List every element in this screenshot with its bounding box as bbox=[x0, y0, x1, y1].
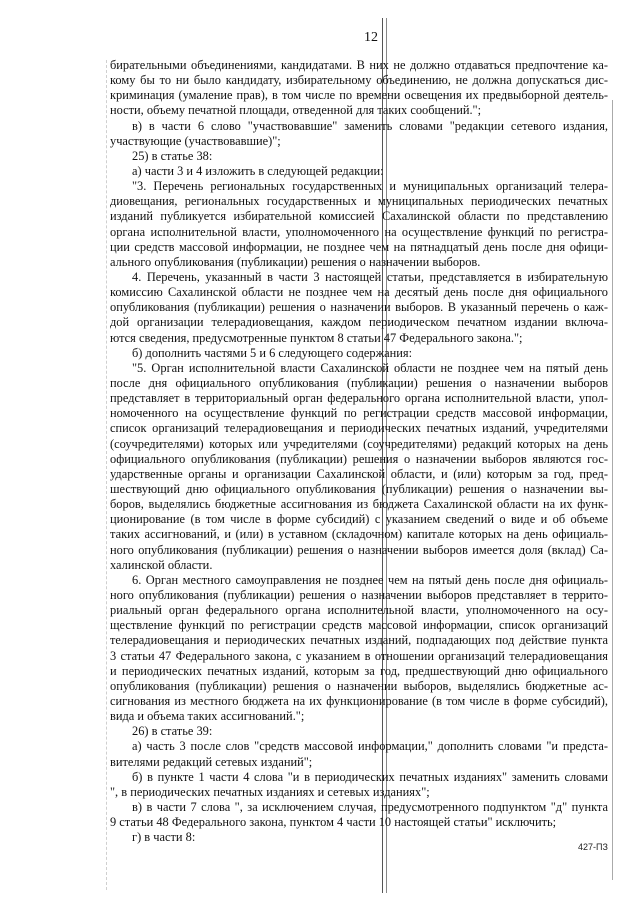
text-line: халинской области. bbox=[110, 557, 213, 572]
text-line: бирательными объединениями, кандидатами. В них не должно отдаваться предпочтение ка- bbox=[110, 58, 608, 72]
text-line: а) часть 3 после слов "средств массовой информации," дополнить словами "и предста- bbox=[132, 739, 608, 754]
text-line: ного опубликования (публикации) решения о назначении выборов имеется доля (вклад) Са- bbox=[110, 542, 608, 557]
document-body bbox=[110, 58, 608, 846]
text-line: ударственные органы и организации Сахалинской области, и (или) которым за год, пред- bbox=[110, 466, 608, 481]
text-line: боров, выделялись бюджетные ассигнования из бюджета Сахалинской области на их функ- bbox=[110, 497, 608, 512]
text-line: ции средств массовой информации, не позднее чем на пятнадцатый день после дня офици- bbox=[110, 239, 608, 254]
text-line: ществление функций по регистрации средств массовой информации, список организаций bbox=[110, 618, 608, 633]
text-line: 9 статьи 48 Федерального закона, пунктом 4 части 10 настоящей статьи" исключить; bbox=[110, 815, 557, 830]
text-line: 25) в статье 38: bbox=[132, 148, 213, 163]
text-line: шествующий дню официального опубликования (публикации) решения о назначении вы- bbox=[110, 482, 608, 497]
text-line: 26) в статье 39: bbox=[132, 724, 213, 739]
text-line: таких ассигнований, и (или) в уставном (складочном) капитале которых на день официаль- bbox=[110, 527, 608, 542]
text-line: ются сведения, предусмотренные пунктом 8 статьи 47 Федерального закона."; bbox=[110, 330, 523, 345]
text-line: вида и объема таких ассигнований."; bbox=[110, 709, 305, 724]
text-line: в) в части 7 слова ", за исключением случая, предусмотренного подпунктом "д" пункта bbox=[132, 800, 608, 815]
text-line: опубликования (публикации) решения о назначении выборов. В указанный перечень о каж- bbox=[110, 300, 608, 315]
text-line: (соучредителями) которых или учредителями (соучредителями) редакций которых на день bbox=[110, 436, 608, 451]
text-line: в) в части 6 слово "участвовавшие" заменить словами "редакции сетевого издания, bbox=[132, 118, 608, 133]
document-code: 427-ПЗ bbox=[578, 842, 608, 852]
text-line: кому бы то ни было кандидату, избирательному объединению, не должна допускаться дис- bbox=[110, 73, 608, 88]
text-line: официального опубликования (публикации) решения о назначении выборов являются гос- bbox=[110, 451, 608, 466]
text-line: сигнования из местного бюджета на их функционирование (в том числе в форме субсидий), bbox=[110, 694, 608, 709]
text-line: дой организации телерадиовещания, каждом периодическом печатном издании включа- bbox=[110, 315, 608, 330]
text-line: б) дополнить частями 5 и 6 следующего содержания: bbox=[132, 345, 413, 360]
text-line: и периодических печатных изданий, которым за год, предшествующий дню официального bbox=[110, 663, 608, 678]
text-line: комиссию Сахалинской области не позднее чем на десятый день после дня официального bbox=[110, 285, 608, 300]
text-line: номоченного на осуществление функций по регистрации средств массовой информации, bbox=[110, 406, 608, 421]
text-line: вителями редакций сетевых изданий"; bbox=[110, 754, 313, 769]
text-line: ного опубликования (публикации) решения о назначении выборов представляет в террито- bbox=[110, 588, 608, 603]
text-line: 4. Перечень, указанный в части 3 настоящей статьи, представляется в избирательную bbox=[132, 270, 608, 285]
scan-artifact-line bbox=[612, 100, 613, 880]
text-line: ", в периодических печатных изданиях и сетевых изданиях"; bbox=[110, 784, 430, 799]
scan-artifact-line bbox=[106, 60, 108, 890]
text-line: после дня официального опубликования (публикации) решения о назначении выборов bbox=[110, 376, 608, 391]
text-line: ционирование (в том числе в форме субсидий) с указанием сведений о виде и об объеме bbox=[110, 512, 608, 527]
text-line: опубликования (публикации) решения о назначении выборов, выделялись бюджетные ас- bbox=[110, 678, 608, 693]
text-line: 3 статьи 47 Федерального закона, с указанием в отношении организаций телерадиовещания bbox=[110, 648, 608, 663]
text-line: "5. Орган исполнительной власти Сахалинской области не позднее чем на пятый день bbox=[132, 360, 608, 375]
text-line: б) в пункте 1 части 4 слова "и в периодических печатных изданиях" заменить словами bbox=[132, 769, 608, 784]
text-line: "3. Перечень региональных государственных и муниципальных организаций телера- bbox=[132, 179, 608, 194]
text-line: риальный орган федерального органа исполнительной власти, уполномоченного на осу- bbox=[110, 603, 608, 618]
text-line: а) части 3 и 4 изложить в следующей редакции: bbox=[132, 164, 384, 179]
text-line: телерадиовещания и периодических печатных изданий, подпадающих под действие пункта bbox=[110, 633, 608, 648]
text-line: представляет в территориальный орган федерального органа исполнительной власти, упол- bbox=[110, 391, 608, 406]
text-line: криминация (умаление прав), в том числе по времени освещения их предвыборной деятель- bbox=[110, 88, 608, 103]
text-line: органа исполнительной власти, уполномоченного на осуществление функций по регистра- bbox=[110, 224, 608, 239]
text-line: список организаций телерадиовещания и периодических печатных изданий, учредителями bbox=[110, 421, 608, 436]
text-line: ности, объему печатной площади, отведенной для таких сообщений."; bbox=[110, 103, 482, 118]
text-line: ального опубликования (публикации) решения о назначении выборов. bbox=[110, 254, 481, 269]
text-line: 6. Орган местного самоуправления не позднее чем на пятый день после дня официаль- bbox=[132, 572, 608, 587]
text-line: участвующие (участвовавшие)"; bbox=[110, 133, 281, 148]
text-line: изданий публикуется избирательной комиссией Сахалинской области по представлению bbox=[110, 209, 608, 224]
text-line: г) в части 8: bbox=[132, 830, 196, 845]
text-line: диовещания, региональных государственных и муниципальных периодических печатных bbox=[110, 194, 608, 209]
page-number: 12 bbox=[364, 30, 378, 45]
